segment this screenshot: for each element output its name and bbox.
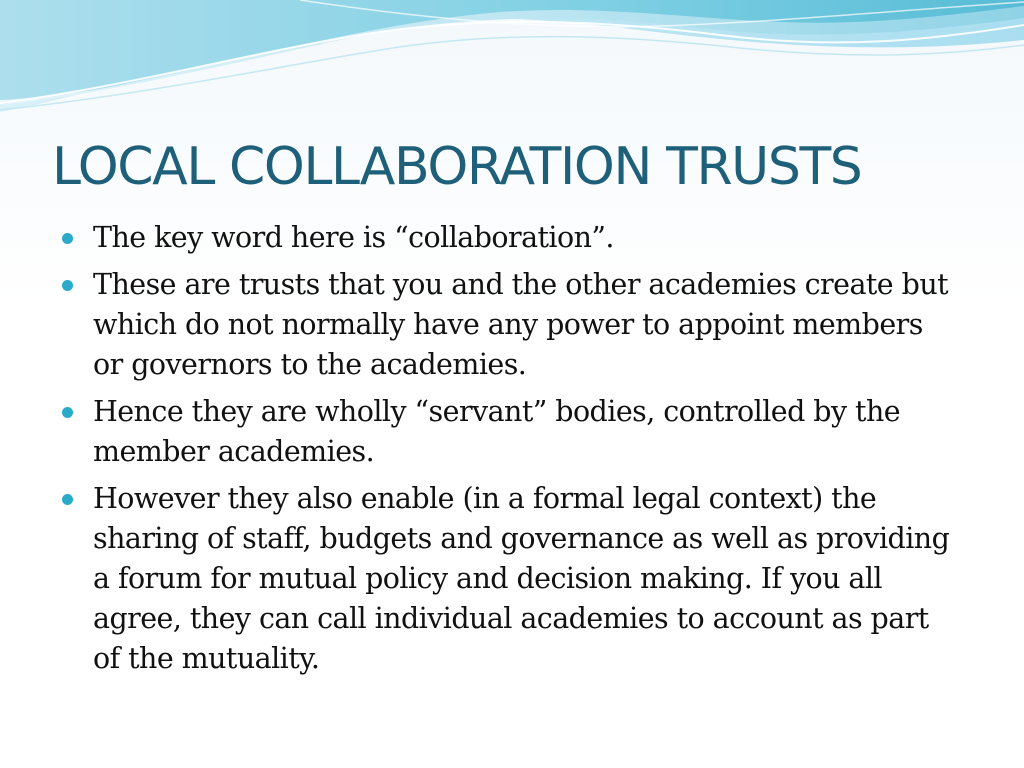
bullet-item bbox=[60, 479, 960, 679]
bullet-text: Hence they are wholly “servant” bodies, controlled by the member academies. bbox=[93, 395, 901, 468]
bullet-item bbox=[60, 265, 960, 385]
bullet-text: However they also enable (in a formal legal context) the sharing of staff, budgets and governance as well as providing a forum for mutual policy and decision making. If you all agree, they can call individual academies to account as part of the mutuality. bbox=[93, 482, 950, 675]
bullet-item bbox=[60, 392, 960, 472]
bullet-dot-icon bbox=[62, 407, 73, 418]
bullet-dot-icon bbox=[62, 233, 73, 244]
bullet-text: The key word here is “collaboration”. bbox=[93, 221, 614, 254]
decorative-wave-header bbox=[0, 0, 1024, 120]
bullet-text: These are trusts that you and the other academies create but which do not normally have any power to appoint members or governors to the academies. bbox=[93, 268, 949, 381]
bullet-dot-icon bbox=[62, 280, 73, 291]
slide-title: LOCAL COLLABORATION TRUSTS bbox=[52, 137, 862, 197]
bullet-dot-icon bbox=[62, 494, 73, 505]
bullet-item bbox=[60, 218, 960, 258]
bullet-list bbox=[60, 218, 960, 686]
